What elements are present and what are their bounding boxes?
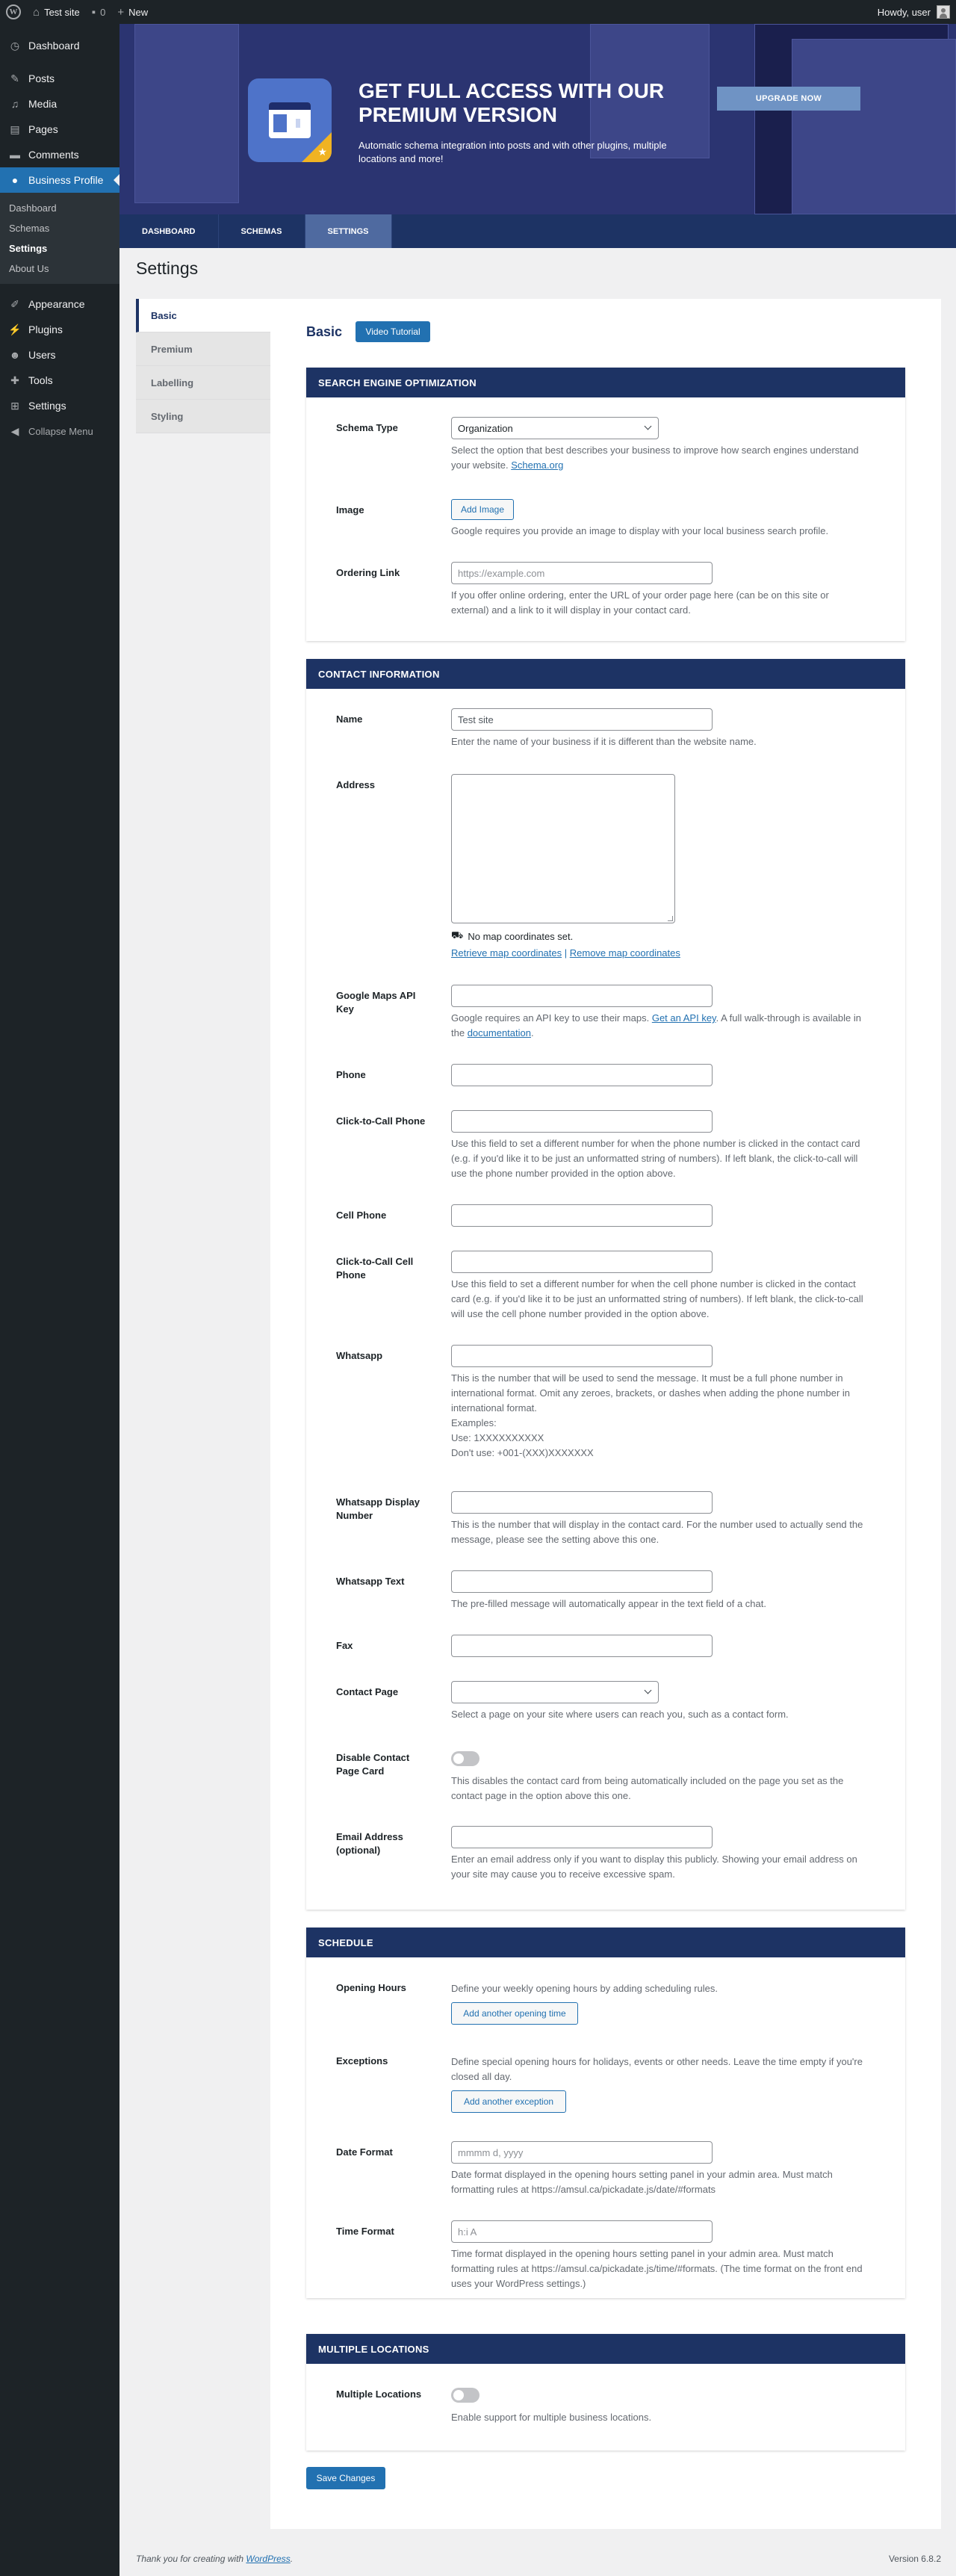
sidebar-item-dashboard[interactable]: ◷ Dashboard xyxy=(0,33,120,58)
users-icon: ☻ xyxy=(9,349,21,361)
pin-icon: ✎ xyxy=(10,72,19,84)
collapse-icon: ◀ xyxy=(10,424,19,437)
fax-input[interactable] xyxy=(451,1635,713,1657)
seo-section-title: SEARCH ENGINE OPTIMIZATION xyxy=(306,368,905,397)
tab-styling[interactable]: Styling xyxy=(136,400,270,433)
tab-labelling[interactable]: Labelling xyxy=(136,366,270,400)
sidebar-item-tools[interactable]: ✚ Tools xyxy=(0,368,120,393)
chevron-down-icon xyxy=(645,1687,652,1694)
plugin-nav xyxy=(120,214,956,248)
site-name-link[interactable]: ⌂ Test site xyxy=(33,5,80,19)
tab-settings[interactable]: SETTINGS xyxy=(305,214,392,248)
disable-contact-card-toggle[interactable] xyxy=(451,1751,479,1766)
page-title: Settings xyxy=(136,258,199,278)
contact-section: CONTACT INFORMATION Name Test site Enter the name of your business if it is different than the website name. Address ⛟ No map coordinates set. Retrieve map coordinates | Remove map coordinates Google Maps API Key Google requires an API key to use their maps. Get an API key. A full walk-through is available in the documentation. Phone Click-to-Call Phone Use this field to set a different number for when the phone number is clicked in the contact card (e.g. if you'd like it to be just an unformatted string of numbers). If left blank, the click-to-call will use the phone number provided in the option above. Cell Phone Click-to-Call Cell Phone Use this field to set a different number for when the cell phone number is clicked in the contact card (e.g. if you'd like it to be just an unformatted string of numbers). If left blank, the click-to-call will use the cell phone number provided in the option above. Whatsapp This is the number that will be used to send the message. It must be a full phone number in international format. Omit any zeroes, brackets, or dashes when adding the phone number in international format. Examples: Use: 1XXXXXXXXXX Don't use: +001-(XXX)XXXXXXX Whatsapp Display Number This is the number that will display in the contact card. For the number used to actually send the message, please see the setting above this one. Whatsapp Text The pre-filled message will automatically appear in the text field of a chat. Fax Contact Page Select a page on your site where users can reach you, such as a contact form. Disable Contact Page Card This disables the contact card from being automatically included on the page you set as the contact page in the option above this one. Email Address (optional) Enter an email address only if you want to display this publicly. Showing your email address on your site may cause you to receive excessive spam. xyxy=(306,659,905,1910)
schema-type-select[interactable]: Organization xyxy=(451,417,659,439)
wordpress-link[interactable]: WordPress xyxy=(246,2554,291,2564)
account-menu[interactable]: Howdy, user xyxy=(878,5,956,19)
save-changes-button[interactable]: Save Changes xyxy=(306,2467,385,2489)
seo-section: SEARCH ENGINE OPTIMIZATION Schema Type Organization Select the option that best describes your business to improve how search engines understand your website. Schema.org Image Add Image Google requires you provide an image to display with your local business search profile. Ordering Link https://example.com If you offer online ordering, enter the URL of your order page here (can be on this site or external) and a link to it will display in your contact card. xyxy=(306,368,905,641)
click-to-call-cell-input[interactable] xyxy=(451,1251,713,1273)
sidebar-item-posts[interactable]: ✎ Posts xyxy=(0,66,120,91)
comments-icon: ▬ xyxy=(10,149,20,161)
admin-bar xyxy=(0,0,956,24)
locations-section: MULTIPLE LOCATIONS Multiple Locations Enable support for multiple business locations. xyxy=(306,2334,905,2450)
chevron-down-icon xyxy=(645,423,652,430)
time-format-input[interactable]: h:i A xyxy=(451,2220,713,2243)
whatsapp-input[interactable] xyxy=(451,1345,713,1367)
settings-content xyxy=(270,299,941,2529)
sidebar-item-business-profile[interactable]: ● Business Profile xyxy=(0,167,120,193)
premium-banner xyxy=(120,24,956,214)
sidebar-item-settings[interactable]: ⊞ Settings xyxy=(0,393,120,418)
video-tutorial-button[interactable]: Video Tutorial xyxy=(356,321,430,342)
add-exception-button[interactable]: Add another exception xyxy=(451,2090,566,2113)
map-marker-icon: ⛟ xyxy=(451,929,464,941)
media-icon: ♫ xyxy=(10,98,19,110)
comments-link[interactable]: ▪ 0 xyxy=(91,5,106,19)
upgrade-now-button[interactable]: UPGRADE NOW xyxy=(717,87,860,111)
add-opening-time-button[interactable]: Add another opening time xyxy=(451,2002,578,2025)
version-text: Version 6.8.2 xyxy=(888,2554,941,2564)
documentation-link[interactable]: documentation xyxy=(467,1027,531,1038)
tab-basic[interactable]: Basic xyxy=(136,299,270,332)
locations-section-title: MULTIPLE LOCATIONS xyxy=(306,2334,905,2364)
address-textarea[interactable] xyxy=(451,774,675,923)
tab-premium[interactable]: Premium xyxy=(136,332,270,366)
content-header xyxy=(306,321,430,342)
person-icon: ● xyxy=(11,174,19,186)
sidebar-item-comments[interactable]: ▬ Comments xyxy=(0,142,120,167)
business-profile-submenu xyxy=(0,193,120,284)
new-content-link[interactable]: + New xyxy=(117,5,149,19)
google-maps-api-key-input[interactable] xyxy=(451,985,713,1007)
cell-phone-input[interactable] xyxy=(451,1204,713,1227)
retrieve-map-coordinates-link[interactable]: Retrieve map coordinates xyxy=(451,947,562,959)
sidebar-item-users[interactable]: ☻ Users xyxy=(0,342,120,368)
brush-icon: ✐ xyxy=(10,297,19,310)
collapse-menu-button[interactable]: ◀ Collapse Menu xyxy=(0,418,120,444)
schema-illustration-icon: ★ xyxy=(248,78,332,162)
avatar xyxy=(937,5,950,19)
get-api-key-link[interactable]: Get an API key xyxy=(651,1012,716,1024)
ordering-link-label: Ordering Link xyxy=(336,567,400,578)
phone-input[interactable] xyxy=(451,1064,713,1086)
sidebar-item-plugins[interactable]: ⚡ Plugins xyxy=(8,323,63,335)
footer-text: Thank you for creating with WordPress. xyxy=(136,2554,294,2564)
tab-dashboard[interactable]: DASHBOARD xyxy=(120,214,219,248)
contact-page-select[interactable] xyxy=(451,1681,659,1703)
comment-bubble-icon: ▪ xyxy=(91,5,96,19)
banner-title: GET FULL ACCESS WITH OUR PREMIUM VERSION xyxy=(358,79,665,126)
sidebar-item-media[interactable]: ♫ Media xyxy=(0,91,120,117)
submenu-item-dashboard[interactable]: Dashboard xyxy=(9,202,57,214)
settings-icon: ⊞ xyxy=(10,399,19,412)
email-input[interactable] xyxy=(451,1826,713,1848)
banner-background-screenshot xyxy=(792,39,956,214)
wrench-icon: ✚ xyxy=(10,374,19,386)
submenu-item-settings[interactable]: Settings xyxy=(9,243,48,254)
schema-org-link[interactable]: Schema.org xyxy=(511,459,564,471)
name-input[interactable]: Test site xyxy=(451,708,713,731)
schedule-section-title: SCHEDULE xyxy=(306,1928,905,1957)
remove-map-coordinates-link[interactable]: Remove map coordinates xyxy=(569,947,680,959)
pages-icon: ▤ xyxy=(10,123,20,135)
home-icon: ⌂ xyxy=(33,5,40,19)
plug-icon: ⚡ xyxy=(8,323,22,335)
image-label: Image xyxy=(336,504,364,515)
whatsapp-display-input[interactable] xyxy=(451,1491,713,1514)
ordering-link-input[interactable]: https://example.com xyxy=(451,562,713,584)
contact-section-title: CONTACT INFORMATION xyxy=(306,659,905,689)
sidebar-item-pages[interactable]: ▤ Pages xyxy=(0,117,120,142)
sidebar-item-appearance[interactable]: ✐ Appearance xyxy=(0,291,120,317)
tab-schemas[interactable]: SCHEMAS xyxy=(219,214,305,248)
click-to-call-phone-input[interactable] xyxy=(451,1110,713,1133)
settings-tabs xyxy=(136,299,270,433)
section-heading: Basic xyxy=(306,323,343,339)
banner-background-screenshot xyxy=(134,24,239,203)
banner-text: Automatic schema integration into posts and with other plugins, multiple locations and more! xyxy=(358,140,667,164)
plus-icon: + xyxy=(117,5,125,19)
wp-logo-menu[interactable] xyxy=(0,0,27,24)
date-format-input[interactable]: mmmm d, yyyy xyxy=(451,2141,713,2164)
add-image-button[interactable]: Add Image xyxy=(451,499,514,520)
schema-type-label: Schema Type xyxy=(336,422,398,433)
wordpress-logo-icon: W xyxy=(6,4,21,19)
dashboard-icon: ◷ xyxy=(10,39,20,52)
multiple-locations-toggle[interactable] xyxy=(451,2388,479,2403)
submenu-item-about-us[interactable]: About Us xyxy=(9,263,49,274)
schedule-section: SCHEDULE Opening Hours Define your weekly opening hours by adding scheduling rules. Add another opening time Exceptions Define special opening hours for holidays, events or other needs. Leave the time empty if you're closed all day. Add another exception Date Format mmmm d, yyyy Date format displayed in the opening hours setting panel in your admin area. Must match formatting rules at https://amsul.ca/pickadate.js/date/#formats Time Format h:i A Time format displayed in the opening hours setting panel in your admin area. Must match formatting rules at https://amsul.ca/pickadate.js/time/#formats. (The time format on the front end uses your WordPress settings.) xyxy=(306,1928,905,2298)
submenu-item-schemas[interactable]: Schemas xyxy=(9,223,50,234)
admin-sidebar xyxy=(0,24,120,2576)
whatsapp-text-input[interactable] xyxy=(451,1570,713,1593)
